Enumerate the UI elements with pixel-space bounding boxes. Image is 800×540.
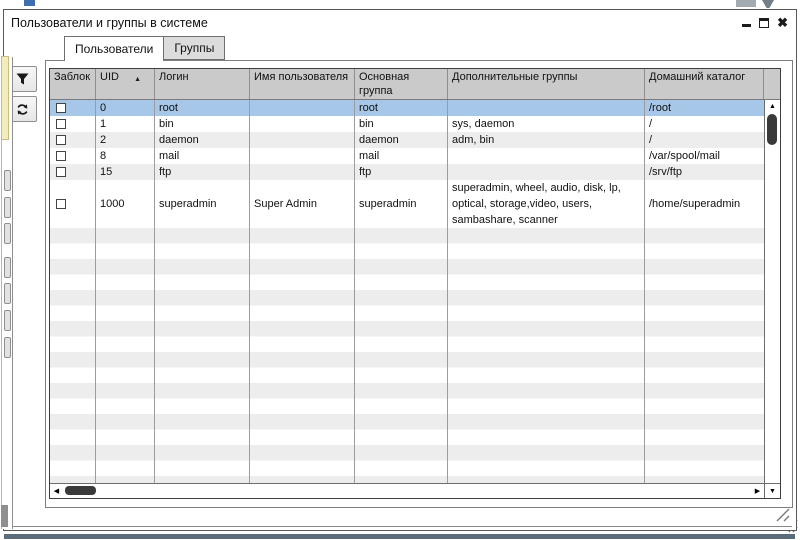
users-table [49, 68, 781, 499]
blocked-cell [50, 116, 96, 132]
scroll-left-icon[interactable]: ◀ [53, 488, 60, 495]
blocked-cell [50, 132, 96, 148]
primary-group-cell: ftp [355, 164, 448, 180]
background-artifact [24, 0, 35, 6]
login-cell: mail [155, 148, 250, 164]
minimize-icon[interactable] [742, 24, 751, 27]
background-panel-block [1, 505, 8, 527]
background-note-sliver [1, 56, 9, 140]
username-cell [250, 164, 355, 180]
taskbar-edge [4, 534, 795, 539]
sort-ascending-icon: ▲ [134, 76, 141, 83]
background-panel-button [4, 170, 11, 191]
primary-group-cell: root [355, 100, 448, 116]
username-cell: Super Admin [250, 180, 355, 228]
table-row[interactable] [50, 164, 764, 180]
vertical-scrollbar[interactable] [764, 100, 780, 483]
blocked-checkbox[interactable] [56, 199, 66, 209]
home-dir-cell: / [649, 118, 653, 130]
horizontal-scrollbar[interactable] [50, 483, 764, 498]
blocked-cell [50, 100, 96, 116]
blocked-checkbox[interactable] [56, 167, 66, 177]
username-cell [250, 100, 355, 116]
table-row[interactable] [50, 180, 764, 228]
uid-cell: 15 [96, 164, 155, 180]
background-side-panel [1, 57, 13, 529]
titlebar[interactable] [4, 10, 796, 36]
horizontal-scroll-thumb[interactable] [65, 486, 96, 495]
filler-cell [96, 228, 155, 483]
username-cell [250, 148, 355, 164]
blocked-checkbox[interactable] [56, 151, 66, 161]
home-dir-cell: /root [649, 102, 672, 114]
blocked-checkbox[interactable] [56, 103, 66, 113]
table-row[interactable] [50, 148, 764, 164]
additional-groups-cell [448, 164, 645, 180]
tab-groups[interactable]: Группы [163, 36, 225, 60]
empty-rows-area [50, 228, 764, 483]
header-uid-label: UID [100, 71, 119, 83]
primary-group-cell: bin [355, 116, 448, 132]
filler-cell [250, 228, 355, 483]
refresh-icon [15, 102, 30, 117]
table-row[interactable] [50, 100, 764, 116]
tab-pane [45, 60, 793, 508]
login-cell: superadmin [155, 180, 250, 228]
resize-grip[interactable] [773, 505, 791, 523]
filler-cell [50, 228, 96, 483]
blocked-checkbox[interactable] [56, 119, 66, 129]
blocked-cell [50, 148, 96, 164]
background-panel-button [4, 310, 11, 331]
header-cell-additional-groups[interactable]: Дополнительные группы [448, 69, 645, 99]
background-panel-button [4, 337, 11, 358]
header-cell-primary-group[interactable]: Основная группа [355, 69, 448, 99]
app-window [3, 9, 797, 531]
tab-users[interactable]: Пользователи [64, 36, 164, 61]
additional-groups-cell: adm, bin [448, 132, 645, 148]
scroll-right-icon[interactable]: ▶ [754, 488, 761, 495]
additional-groups-cell [448, 100, 645, 116]
window-title: Пользователи и группы в системе [11, 16, 208, 30]
username-cell [250, 132, 355, 148]
login-cell: daemon [155, 132, 250, 148]
table-row[interactable] [50, 132, 764, 148]
uid-cell: 8 [96, 148, 155, 164]
window-controls [742, 17, 788, 29]
primary-group-cell: daemon [355, 132, 448, 148]
header-cell-login[interactable]: Логин [155, 69, 250, 99]
header-cell-blocked[interactable]: Заблок [50, 69, 96, 99]
blocked-checkbox[interactable] [56, 135, 66, 145]
blocked-cell [50, 180, 96, 228]
additional-groups-cell: superadmin, wheel, audio, disk, lp, optical, storage,video, users, sambashare, scanner [448, 180, 645, 228]
close-icon[interactable]: ✖ [777, 15, 788, 30]
background-window-controls [762, 0, 774, 8]
uid-cell: 2 [96, 132, 155, 148]
background-panel-button [4, 223, 11, 244]
header-cell-uid[interactable] [96, 69, 155, 99]
header-cell-home-dir[interactable]: Домашний каталог [645, 69, 764, 99]
table-row[interactable] [50, 116, 764, 132]
background-panel-button [4, 257, 11, 278]
login-cell: bin [155, 116, 250, 132]
primary-group-cell: superadmin [355, 180, 448, 228]
restore-icon[interactable] [759, 18, 769, 28]
additional-groups-cell [448, 148, 645, 164]
additional-groups-cell: sys, daemon [448, 116, 645, 132]
filler-cell [155, 228, 250, 483]
background-window-controls [736, 0, 756, 7]
tab-bar [64, 36, 225, 61]
home-dir-cell: /srv/ftp [649, 166, 683, 178]
filler-cell [645, 228, 764, 483]
filter-icon [15, 72, 30, 86]
home-dir-cell: / [649, 134, 653, 146]
background-panel-button [4, 197, 11, 218]
scroll-down-icon[interactable]: ▼ [769, 487, 776, 495]
header-tail [764, 69, 780, 99]
uid-cell: 1000 [96, 180, 155, 228]
scroll-corner[interactable] [764, 483, 780, 498]
uid-cell: 1 [96, 116, 155, 132]
blocked-cell [50, 164, 96, 180]
username-cell [250, 116, 355, 132]
table-body [50, 100, 764, 483]
home-dir-cell: /var/spool/mail [649, 150, 720, 162]
table-header [50, 69, 780, 100]
background-panel-button [4, 283, 11, 304]
uid-cell: 0 [96, 100, 155, 116]
vertical-scroll-thumb[interactable] [767, 114, 777, 145]
login-cell: ftp [155, 164, 250, 180]
filler-cell [448, 228, 645, 483]
inner-frame-line [6, 526, 792, 527]
filler-cell [355, 228, 448, 483]
header-cell-username[interactable]: Имя пользователя [250, 69, 355, 99]
primary-group-cell: mail [355, 148, 448, 164]
home-dir-cell: /home/superadmin [649, 198, 741, 210]
login-cell: root [155, 100, 250, 116]
scroll-up-icon[interactable]: ▲ [769, 103, 776, 110]
